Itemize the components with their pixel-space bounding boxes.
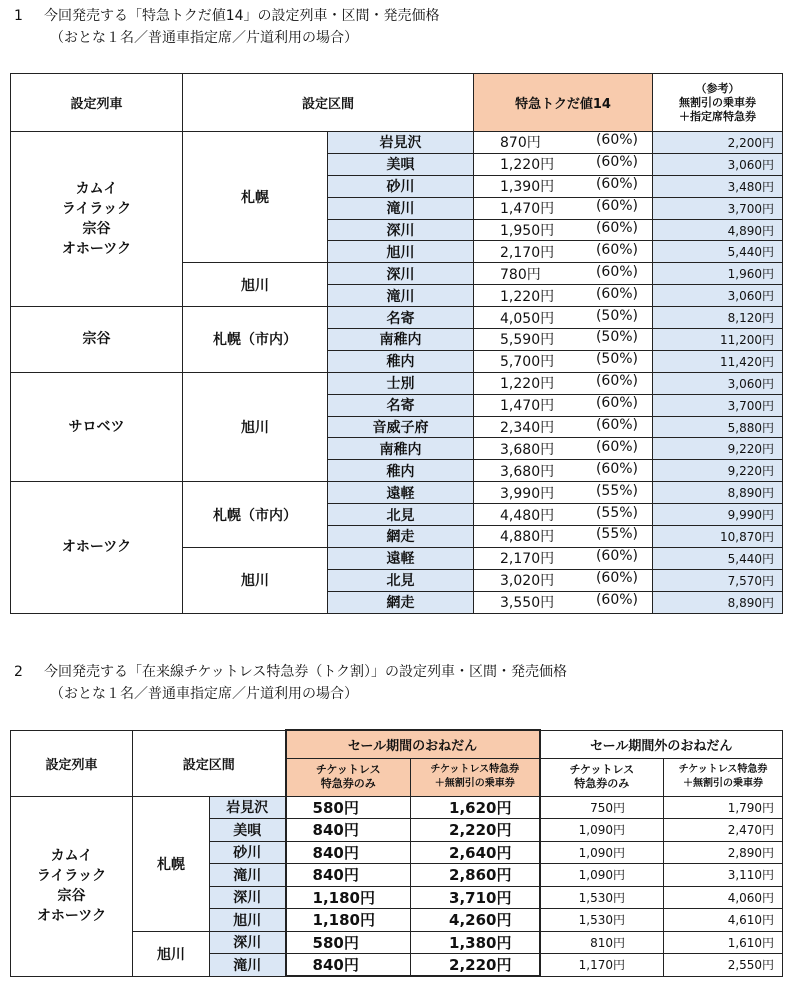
destination-cell: 深川 — [328, 219, 474, 241]
t2-col1-line2: 特急券のみ — [320, 777, 376, 790]
price-cell — [474, 175, 653, 197]
header-ref-line3: ＋指定席特急券 — [679, 109, 757, 123]
destination-cell: 滝川 — [328, 285, 474, 307]
sale-total-price: 2,860円 — [411, 864, 540, 887]
nonsale-total-price: 2,550円 — [664, 954, 783, 977]
reference-price: 3,060円 — [653, 153, 783, 175]
toku-price: 3,550円 — [500, 595, 555, 612]
price-cell — [474, 241, 653, 263]
reference-price: 8,120円 — [653, 307, 783, 329]
discount-percent: (60%) — [595, 241, 639, 258]
t2-col1-line1: チケットレス — [315, 763, 381, 776]
toku-price: 1,390円 — [500, 179, 555, 196]
discount-percent: (55%) — [595, 482, 639, 499]
nonsale-express-price: 1,090円 — [540, 864, 664, 887]
sale-total-price: 3,710円 — [411, 886, 540, 909]
price-cell — [474, 350, 653, 372]
reference-price: 9,990円 — [653, 504, 783, 526]
train-name-cell — [11, 482, 183, 613]
table-row — [11, 132, 783, 154]
sale-express-price: 840円 — [286, 841, 411, 864]
origin-cell: 旭川 — [133, 931, 210, 976]
reference-price: 3,060円 — [653, 285, 783, 307]
nonsale-total-price: 3,110円 — [664, 864, 783, 887]
table-row — [11, 307, 783, 329]
discount-percent: (60%) — [595, 438, 639, 455]
destination-cell: 北見 — [328, 569, 474, 591]
destination-cell: 稚内 — [328, 350, 474, 372]
train-name-cell — [11, 796, 133, 976]
train-name-cell — [11, 307, 183, 373]
toku-price: 3,020円 — [500, 573, 555, 590]
price-cell — [474, 526, 653, 548]
origin-cell: 旭川 — [183, 263, 328, 307]
reference-price: 9,220円 — [653, 460, 783, 482]
destination-cell: 深川 — [210, 886, 286, 909]
toku-price: 4,050円 — [500, 310, 555, 327]
section1-table — [10, 73, 783, 614]
destination-cell: 南稚内 — [328, 329, 474, 351]
discount-percent: (60%) — [595, 263, 639, 280]
t2-header-nonsale: セール期間外のおねだん — [540, 730, 783, 758]
discount-percent: (60%) — [595, 460, 639, 477]
t2-col-nonsale-express — [540, 758, 664, 796]
header-ref-line1: （参考） — [695, 81, 740, 95]
discount-percent: (50%) — [595, 329, 639, 346]
sale-express-price: 1,180円 — [286, 886, 411, 909]
t2-col3-line1: チケットレス — [569, 763, 635, 776]
toku-price: 1,220円 — [500, 288, 555, 305]
price-cell — [474, 307, 653, 329]
header-reference — [653, 74, 783, 132]
nonsale-express-price: 750円 — [540, 796, 664, 819]
nonsale-total-price: 2,890円 — [664, 841, 783, 864]
section1-title: 今回発売する「特急トクだ値14」の設定列車・区間・発売価格 — [44, 8, 440, 24]
train-name: オホーツク — [61, 241, 132, 258]
destination-cell: 南稚内 — [328, 438, 474, 460]
section1-number: 1 — [14, 8, 23, 24]
price-cell — [474, 394, 653, 416]
reference-price: 9,220円 — [653, 438, 783, 460]
toku-price: 780円 — [500, 266, 541, 283]
discount-percent: (55%) — [595, 526, 639, 543]
reference-price: 3,700円 — [653, 197, 783, 219]
train-name: 宗谷 — [82, 331, 111, 348]
t2-header-sale: セール期間のおねだん — [286, 730, 540, 758]
train-name: サロベツ — [68, 419, 125, 436]
train-name: 宗谷 — [82, 221, 111, 238]
origin-cell: 札幌 — [183, 132, 328, 263]
sale-total-price: 1,620円 — [411, 796, 540, 819]
sale-total-price: 2,220円 — [411, 819, 540, 842]
discount-percent: (60%) — [595, 154, 639, 171]
discount-percent: (60%) — [595, 592, 639, 609]
toku-price: 4,880円 — [500, 529, 555, 546]
reference-price: 7,570円 — [653, 569, 783, 591]
destination-cell: 名寄 — [328, 307, 474, 329]
price-cell — [474, 547, 653, 569]
section1-subtitle: （おとな１名／普通車指定席／片道利用の場合） — [50, 30, 358, 46]
reference-price: 3,700円 — [653, 394, 783, 416]
destination-cell: 網走 — [328, 591, 474, 613]
price-cell — [474, 219, 653, 241]
sale-total-price: 2,640円 — [411, 841, 540, 864]
price-cell — [474, 329, 653, 351]
discount-percent: (60%) — [595, 198, 639, 215]
nonsale-total-price: 4,610円 — [664, 909, 783, 932]
toku-price: 870円 — [500, 135, 541, 152]
section2-title: 今回発売する「在来線チケットレス特急券（トク割）」の設定列車・区間・発売価格 — [44, 664, 568, 680]
train-name: カムイ — [75, 181, 118, 198]
destination-cell: 音威子府 — [328, 416, 474, 438]
price-cell — [474, 372, 653, 394]
price-cell — [474, 285, 653, 307]
destination-cell: 名寄 — [328, 394, 474, 416]
sale-total-price: 1,380円 — [411, 931, 540, 954]
destination-cell: 滝川 — [210, 954, 286, 977]
reference-price: 11,200円 — [653, 329, 783, 351]
toku-price: 1,950円 — [500, 223, 555, 239]
discount-percent: (60%) — [595, 417, 639, 434]
discount-percent: (55%) — [595, 504, 639, 521]
header-section: 設定区間 — [183, 74, 474, 132]
reference-price: 3,480円 — [653, 175, 783, 197]
price-cell — [474, 263, 653, 285]
t2-col4-line1: チケットレス特急券 — [678, 764, 768, 775]
discount-percent: (60%) — [595, 395, 639, 412]
destination-cell: 岩見沢 — [210, 796, 286, 819]
train-name-cell — [11, 132, 183, 307]
reference-price: 5,440円 — [653, 547, 783, 569]
price-cell — [474, 132, 653, 154]
t2-col-sale-express — [286, 758, 411, 796]
train-name-cell — [11, 372, 183, 481]
toku-price: 3,990円 — [500, 485, 555, 502]
nonsale-express-price: 1,530円 — [540, 886, 664, 909]
toku-price: 3,680円 — [500, 441, 555, 458]
t2-header-train: 設定列車 — [11, 730, 133, 796]
origin-cell: 札幌（市内） — [183, 482, 328, 548]
t2-col3-line2: 特急券のみ — [574, 777, 630, 790]
t2-header-section: 設定区間 — [133, 730, 286, 796]
t2-col2-line1: チケットレス特急券 — [430, 764, 520, 775]
nonsale-express-price: 810円 — [540, 931, 664, 954]
toku-price: 1,470円 — [500, 201, 555, 218]
origin-cell: 札幌 — [133, 796, 210, 931]
discount-percent: (60%) — [595, 132, 639, 149]
reference-price: 1,960円 — [653, 263, 783, 285]
price-cell — [474, 504, 653, 526]
nonsale-total-price: 1,610円 — [664, 931, 783, 954]
price-cell — [474, 591, 653, 613]
destination-cell: 岩見沢 — [328, 132, 474, 154]
discount-percent: (60%) — [595, 548, 639, 565]
destination-cell: 稚内 — [328, 460, 474, 482]
destination-cell: 遠軽 — [328, 482, 474, 504]
toku-price: 1,470円 — [500, 398, 555, 415]
toku-price: 1,220円 — [500, 376, 555, 393]
section2-subtitle: （おとな１名／普通車指定席／片道利用の場合） — [50, 686, 358, 702]
sale-express-price: 840円 — [286, 864, 411, 887]
toku-price: 4,480円 — [500, 507, 555, 524]
nonsale-express-price: 1,530円 — [540, 909, 664, 932]
sale-total-price: 4,260円 — [411, 909, 540, 932]
nonsale-total-price: 4,060円 — [664, 886, 783, 909]
sale-express-price: 580円 — [286, 931, 411, 954]
discount-percent: (50%) — [595, 307, 639, 324]
reference-price: 5,440円 — [653, 241, 783, 263]
sale-express-price: 840円 — [286, 819, 411, 842]
train-name: ライラック — [36, 868, 107, 884]
nonsale-express-price: 1,170円 — [540, 954, 664, 977]
toku-price: 5,590円 — [500, 332, 555, 349]
toku-price: 2,170円 — [500, 244, 555, 261]
header-toku: 特急トクだ値14 — [474, 74, 653, 132]
train-name: オホーツク — [36, 908, 107, 924]
table-row — [11, 372, 783, 394]
discount-percent: (60%) — [595, 285, 639, 302]
toku-price: 1,220円 — [500, 157, 555, 174]
discount-percent: (60%) — [595, 220, 639, 236]
destination-cell: 深川 — [328, 263, 474, 285]
price-cell — [474, 197, 653, 219]
discount-percent: (60%) — [595, 373, 639, 390]
toku-price: 2,340円 — [500, 420, 555, 437]
section2-number: 2 — [14, 664, 23, 680]
sale-express-price: 840円 — [286, 954, 411, 977]
destination-cell: 砂川 — [328, 175, 474, 197]
toku-price: 5,700円 — [500, 354, 555, 371]
price-cell — [474, 153, 653, 175]
train-name: オホーツク — [61, 539, 132, 556]
sale-total-price: 2,220円 — [411, 954, 540, 977]
price-cell — [474, 482, 653, 504]
t2-col-nonsale-total — [664, 758, 783, 796]
origin-cell: 札幌（市内） — [183, 307, 328, 373]
nonsale-total-price: 1,790円 — [664, 796, 783, 819]
reference-price: 8,890円 — [653, 482, 783, 504]
reference-price: 4,890円 — [653, 219, 783, 241]
reference-price: 5,880円 — [653, 416, 783, 438]
sale-express-price: 580円 — [286, 796, 411, 819]
table-row — [11, 482, 783, 504]
destination-cell: 美唄 — [328, 153, 474, 175]
discount-percent: (60%) — [595, 570, 639, 587]
nonsale-express-price: 1,090円 — [540, 819, 664, 842]
discount-percent: (50%) — [595, 351, 639, 368]
train-name: ライラック — [61, 201, 132, 218]
sale-express-price: 1,180円 — [286, 909, 411, 932]
destination-cell: 遠軽 — [328, 547, 474, 569]
destination-cell: 北見 — [328, 504, 474, 526]
destination-cell: 滝川 — [328, 197, 474, 219]
destination-cell: 士別 — [328, 372, 474, 394]
reference-price: 11,420円 — [653, 350, 783, 372]
origin-cell: 旭川 — [183, 547, 328, 613]
destination-cell: 旭川 — [210, 909, 286, 932]
reference-price: 3,060円 — [653, 372, 783, 394]
origin-cell: 旭川 — [183, 372, 328, 481]
table-row — [11, 796, 783, 819]
section2-heading — [14, 662, 567, 682]
nonsale-express-price: 1,090円 — [540, 841, 664, 864]
price-cell — [474, 438, 653, 460]
header-train: 設定列車 — [11, 74, 183, 132]
t2-col2-line2: ＋無割引の乗車券 — [434, 778, 515, 789]
header-ref-line2: 無割引の乗車券 — [679, 95, 757, 109]
discount-percent: (60%) — [595, 176, 639, 193]
toku-price: 3,680円 — [500, 463, 555, 480]
nonsale-total-price: 2,470円 — [664, 819, 783, 842]
train-name: カムイ — [50, 848, 93, 864]
t2-col-sale-total — [411, 758, 540, 796]
reference-price: 2,200円 — [653, 132, 783, 154]
price-cell — [474, 416, 653, 438]
destination-cell: 滝川 — [210, 864, 286, 887]
price-cell — [474, 460, 653, 482]
destination-cell: 旭川 — [328, 241, 474, 263]
reference-price: 8,890円 — [653, 591, 783, 613]
toku-price: 2,170円 — [500, 551, 555, 568]
destination-cell: 美唄 — [210, 819, 286, 842]
price-cell — [474, 569, 653, 591]
section2-table — [10, 729, 783, 977]
train-name: 宗谷 — [57, 888, 86, 904]
reference-price: 10,870円 — [653, 526, 783, 548]
t2-col4-line2: ＋無割引の乗車券 — [683, 778, 764, 789]
destination-cell: 網走 — [328, 526, 474, 548]
section1-heading — [14, 6, 440, 26]
destination-cell: 砂川 — [210, 841, 286, 864]
destination-cell: 深川 — [210, 931, 286, 954]
